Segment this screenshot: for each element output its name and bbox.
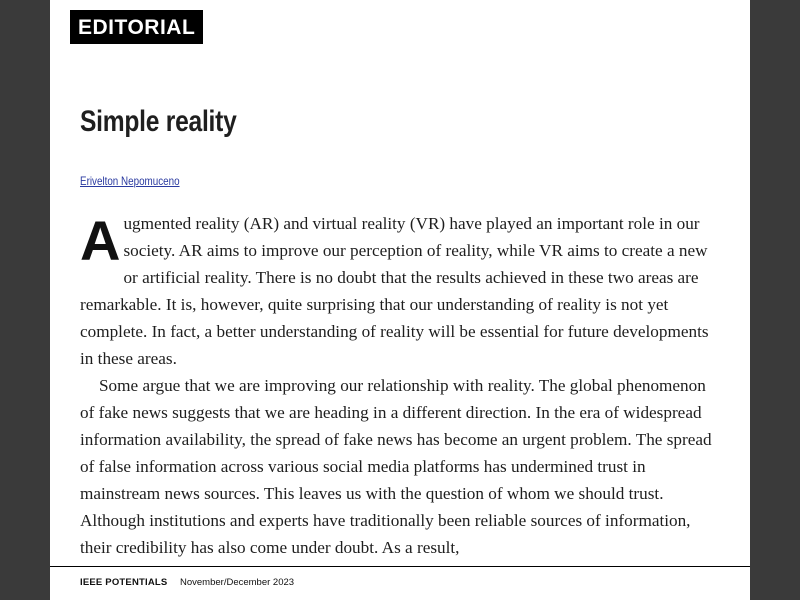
- drop-cap: A: [80, 209, 121, 272]
- article-body: [80, 210, 722, 561]
- paragraph-1-text: ugmented reality (AR) and virtual reality (VR) have played an important role in our society. AR aims to improve our perception of reality, while VR aims to create a new or artificial reality. There is no doubt that the results achieved in these two areas are remarkable. It is, however, quite surprising that our understanding of reality is not yet complete. In fact, a better understanding of reality will be essential for future developments in these areas.: [80, 214, 709, 368]
- paragraph-2: Some argue that we are improving our relationship with reality. The global phenomenon of fake news suggests that we are heading in a different direction. In the era of widespread information availability, the spread of fake news has become an urgent problem. The spread of false information across various social media platforms has undermined trust in mainstream news sources. This leaves us with the question of whom we should trust. Although institutions and experts have traditionally been reliable sources of information, their credibility has also come under doubt. As a result,: [80, 376, 712, 557]
- page-footer: [50, 566, 750, 600]
- article-title: Simple reality: [80, 105, 237, 138]
- section-tag: EDITORIAL: [70, 10, 203, 44]
- paragraph-1: [80, 210, 722, 372]
- publication-name: IEEE POTENTIALS: [80, 577, 168, 588]
- document-page: [50, 0, 750, 600]
- issue-date: November/December 2023: [180, 577, 295, 588]
- author-link[interactable]: Erivelton Nepomuceno: [80, 174, 180, 188]
